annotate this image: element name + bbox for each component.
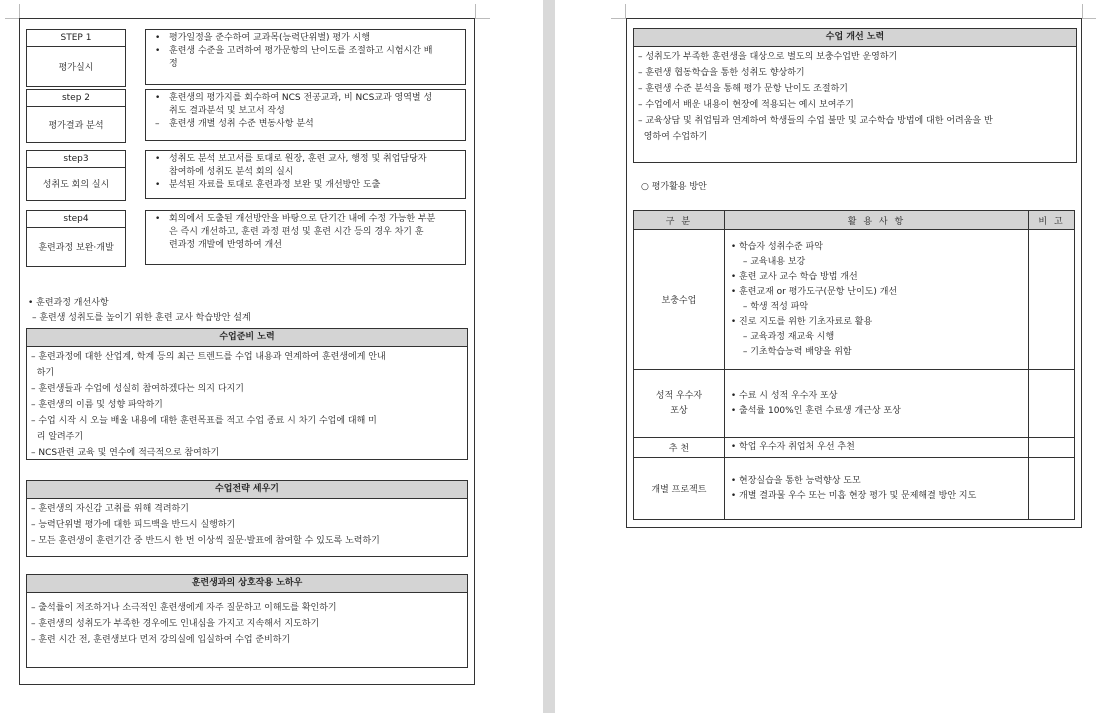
section-line: – 훈련생의 이름 및 성향 파악하기 xyxy=(31,400,163,410)
section-interaction xyxy=(26,574,468,668)
row-category: 성적 우수자 포상 xyxy=(634,370,725,438)
usage-item: • 출석률 100%인 훈련 수료생 개근상 포상 xyxy=(730,405,901,416)
section-line: – 출석률이 저조하거나 소극적인 훈련생에게 자주 질문하고 이해도를 확인하기 xyxy=(31,603,337,613)
crop-mark xyxy=(611,4,626,19)
usage-item: • 훈련교재 or 평가도구(문항 난이도) 개선 xyxy=(730,286,898,297)
row-usage xyxy=(724,458,1028,520)
section-line: 영하여 수업하기 xyxy=(638,132,708,142)
section-line: 하기 xyxy=(31,368,55,378)
step-line xyxy=(152,45,459,58)
section-title: 수업전략 세우기 xyxy=(27,481,467,499)
section-body xyxy=(27,593,467,650)
row-usage xyxy=(724,230,1028,370)
line-text: 성취도 분석 보고서를 토대로 원장, 훈련 교사, 행정 및 취업담당자 xyxy=(169,154,427,164)
row-note xyxy=(1029,230,1075,370)
bullet-mark: • xyxy=(155,33,161,43)
row-note xyxy=(1029,458,1075,520)
table-row xyxy=(634,438,1075,458)
step-description xyxy=(145,89,466,141)
bullet-mark: • xyxy=(155,154,161,164)
bullet-mark xyxy=(152,105,169,118)
usage-item: – 학생 적성 파악 xyxy=(742,301,809,312)
plan-heading: ○ 평가활용 방안 xyxy=(641,182,707,192)
step-box xyxy=(26,210,126,267)
crop-mark xyxy=(5,4,20,19)
usage-item: • 훈련 교사 교수 학습 방법 개선 xyxy=(730,271,858,282)
step-line xyxy=(152,226,459,239)
bullet-mark: • xyxy=(155,93,161,103)
step-box xyxy=(26,29,126,87)
line-text: 은 즉시 개선하고, 훈련 과정 편성 및 훈련 시간 등의 경우 차기 훈 xyxy=(169,227,424,237)
section-line: – 훈련과정에 대한 산업계, 학계 등의 최근 트렌드를 수업 내용과 연계하여 훈련생에게 안내 xyxy=(31,352,386,362)
step-line xyxy=(152,179,459,192)
step-line xyxy=(152,105,459,118)
evaluation-usage-table xyxy=(633,210,1075,520)
step-name: step3 xyxy=(27,151,125,168)
section-title: 수업준비 노력 xyxy=(27,329,467,347)
bullet-mark xyxy=(152,226,169,239)
row-category: 추 천 xyxy=(634,438,725,458)
line-text: 훈련생의 평가지를 회수하여 NCS 전공교과, 비 NCS교과 영역별 성 xyxy=(169,93,433,103)
step-name: step4 xyxy=(27,211,125,228)
line-text: 정 xyxy=(169,59,178,69)
step-line xyxy=(152,58,459,71)
page-gutter xyxy=(543,0,555,713)
step-title: 평가실시 xyxy=(58,62,94,73)
bullet-mark xyxy=(152,166,169,179)
line-text: 련과정 개발에 반영하여 개선 xyxy=(169,240,282,250)
bullet-mark xyxy=(152,239,169,252)
section-line: – 성취도가 부족한 훈련생을 대상으로 별도의 보충수업반 운영하기 xyxy=(638,52,898,62)
step-line xyxy=(152,213,459,226)
line-text: 취도 결과분석 및 보고서 작성 xyxy=(169,106,285,116)
line-text: 분석된 자료를 토대로 훈련과정 보완 및 개선방안 도출 xyxy=(169,180,381,190)
header-note: 비 고 xyxy=(1029,211,1075,230)
usage-item: • 학습자 성취수준 파악 xyxy=(730,241,823,252)
improve-subtitle: – 훈련생 성취도를 높이기 위한 훈련 교사 학습방안 설계 xyxy=(32,313,251,323)
usage-item: • 개별 결과물 우수 또는 미흡 현장 평가 및 문제해결 방안 지도 xyxy=(730,490,977,501)
step-line xyxy=(152,118,459,131)
row-category: 보충수업 xyxy=(634,230,725,370)
step-name: STEP 1 xyxy=(27,30,125,47)
table-row xyxy=(634,458,1075,520)
crop-mark xyxy=(1082,4,1096,19)
section-line: 리 알려주기 xyxy=(31,432,84,442)
header-usage: 활 용 사 항 xyxy=(724,211,1028,230)
line-text: 훈련생 개별 성취 수준 변동사항 분석 xyxy=(169,119,314,129)
section-body xyxy=(27,347,467,463)
section-class-improvement xyxy=(633,28,1077,163)
page-1 xyxy=(19,18,475,685)
section-class-prep xyxy=(26,328,468,460)
line-text: 회의에서 도출된 개선방안을 바탕으로 단기간 내에 수정 가능한 부분 xyxy=(169,214,436,224)
table-header-row xyxy=(634,211,1075,230)
usage-item: • 진로 지도를 위한 기초자료로 활용 xyxy=(730,316,873,327)
section-class-strategy xyxy=(26,480,468,557)
step-description xyxy=(145,29,466,85)
usage-item: – 교육과정 재교육 시행 xyxy=(742,331,835,342)
row-category: 개별 프로젝트 xyxy=(634,458,725,520)
usage-item: – 기초학습능력 배양을 위함 xyxy=(742,346,852,357)
section-line: – 훈련 시간 전, 훈련생보다 먼저 강의실에 입실하여 수업 준비하기 xyxy=(31,635,291,645)
section-line: – NCS관련 교육 및 연수에 적극적으로 참여하기 xyxy=(31,448,220,458)
step-box xyxy=(26,89,126,143)
bullet-mark xyxy=(152,58,169,71)
usage-item: • 학업 우수자 취업처 우선 추천 xyxy=(730,442,855,452)
section-line: – 수업 시작 시 오늘 배울 내용에 대한 훈련목표를 적고 수업 종료 시 차기 수업에 대해 미 xyxy=(31,416,377,426)
crop-mark xyxy=(475,4,490,19)
usage-item: – 교육내용 보강 xyxy=(742,256,806,267)
step-description xyxy=(145,210,466,265)
section-body xyxy=(27,499,467,551)
step-title: 성취도 회의 실시 xyxy=(42,180,110,190)
section-line: – 훈련생 수준 분석을 통해 평가 문항 난이도 조절하기 xyxy=(638,84,848,94)
page-2 xyxy=(626,18,1082,528)
step-line xyxy=(152,153,459,166)
bullet-mark: – xyxy=(155,119,160,129)
bullet-mark: • xyxy=(155,180,161,190)
section-line: – 교육상담 및 취업팀과 연계하여 학생들의 수업 불만 및 교수학습 방법에 대한 어려움을 반 xyxy=(638,116,993,126)
step-title: 평가결과 분석 xyxy=(48,120,104,131)
line-text: 참여하에 성취도 분석 회의 실시 xyxy=(169,167,294,177)
step-line xyxy=(152,92,459,105)
step-box xyxy=(26,150,126,201)
section-title: 수업 개선 노력 xyxy=(634,29,1076,47)
improve-title: • 훈련과정 개선사항 xyxy=(28,298,109,308)
section-line: – 훈련생의 자신감 고취를 위해 격려하기 xyxy=(31,504,189,514)
section-title: 훈련생과의 상호작용 노하우 xyxy=(27,575,467,593)
step-line xyxy=(152,32,459,45)
usage-item: • 수료 시 성적 우수자 포상 xyxy=(730,390,838,401)
section-line: – 능력단위별 평가에 대한 피드백을 반드시 실행하기 xyxy=(31,520,236,530)
header-category: 구 분 xyxy=(634,211,725,230)
step-line xyxy=(152,166,459,179)
step-name: step 2 xyxy=(27,90,125,107)
line-text: 평가일정을 준수하여 교과목(능력단위별) 평가 시행 xyxy=(169,33,371,43)
step-description xyxy=(145,150,466,199)
table-row xyxy=(634,370,1075,438)
usage-item: • 현장실습을 통한 능력향상 도모 xyxy=(730,475,861,486)
bullet-mark: • xyxy=(155,46,161,56)
row-usage xyxy=(724,370,1028,438)
row-note xyxy=(1029,370,1075,438)
step-line xyxy=(152,239,459,252)
section-line: – 훈련생들과 수업에 성실히 참여하겠다는 의지 다지기 xyxy=(31,384,244,394)
bullet-mark: • xyxy=(155,214,161,224)
section-line: – 훈련생의 성취도가 부족한 경우에도 인내심을 가지고 지속해서 지도하기 xyxy=(31,619,320,629)
section-line: – 수업에서 배운 내용이 현장에 적용되는 예시 보여주기 xyxy=(638,100,854,110)
section-line: – 훈련생 협동학습을 통한 성취도 향상하기 xyxy=(638,68,805,78)
table-row xyxy=(634,230,1075,370)
row-usage xyxy=(724,438,1028,458)
step-title: 훈련과정 보완·개발 xyxy=(38,243,114,253)
line-text: 훈련생 수준을 고려하여 평가문항의 난이도를 조절하고 시험시간 배 xyxy=(169,46,433,56)
row-note xyxy=(1029,438,1075,458)
section-body xyxy=(634,47,1076,147)
section-line: – 모든 훈련생이 훈련기간 중 반드시 한 번 이상씩 질문·발표에 참여할 수 있도록 노력하기 xyxy=(31,536,380,546)
